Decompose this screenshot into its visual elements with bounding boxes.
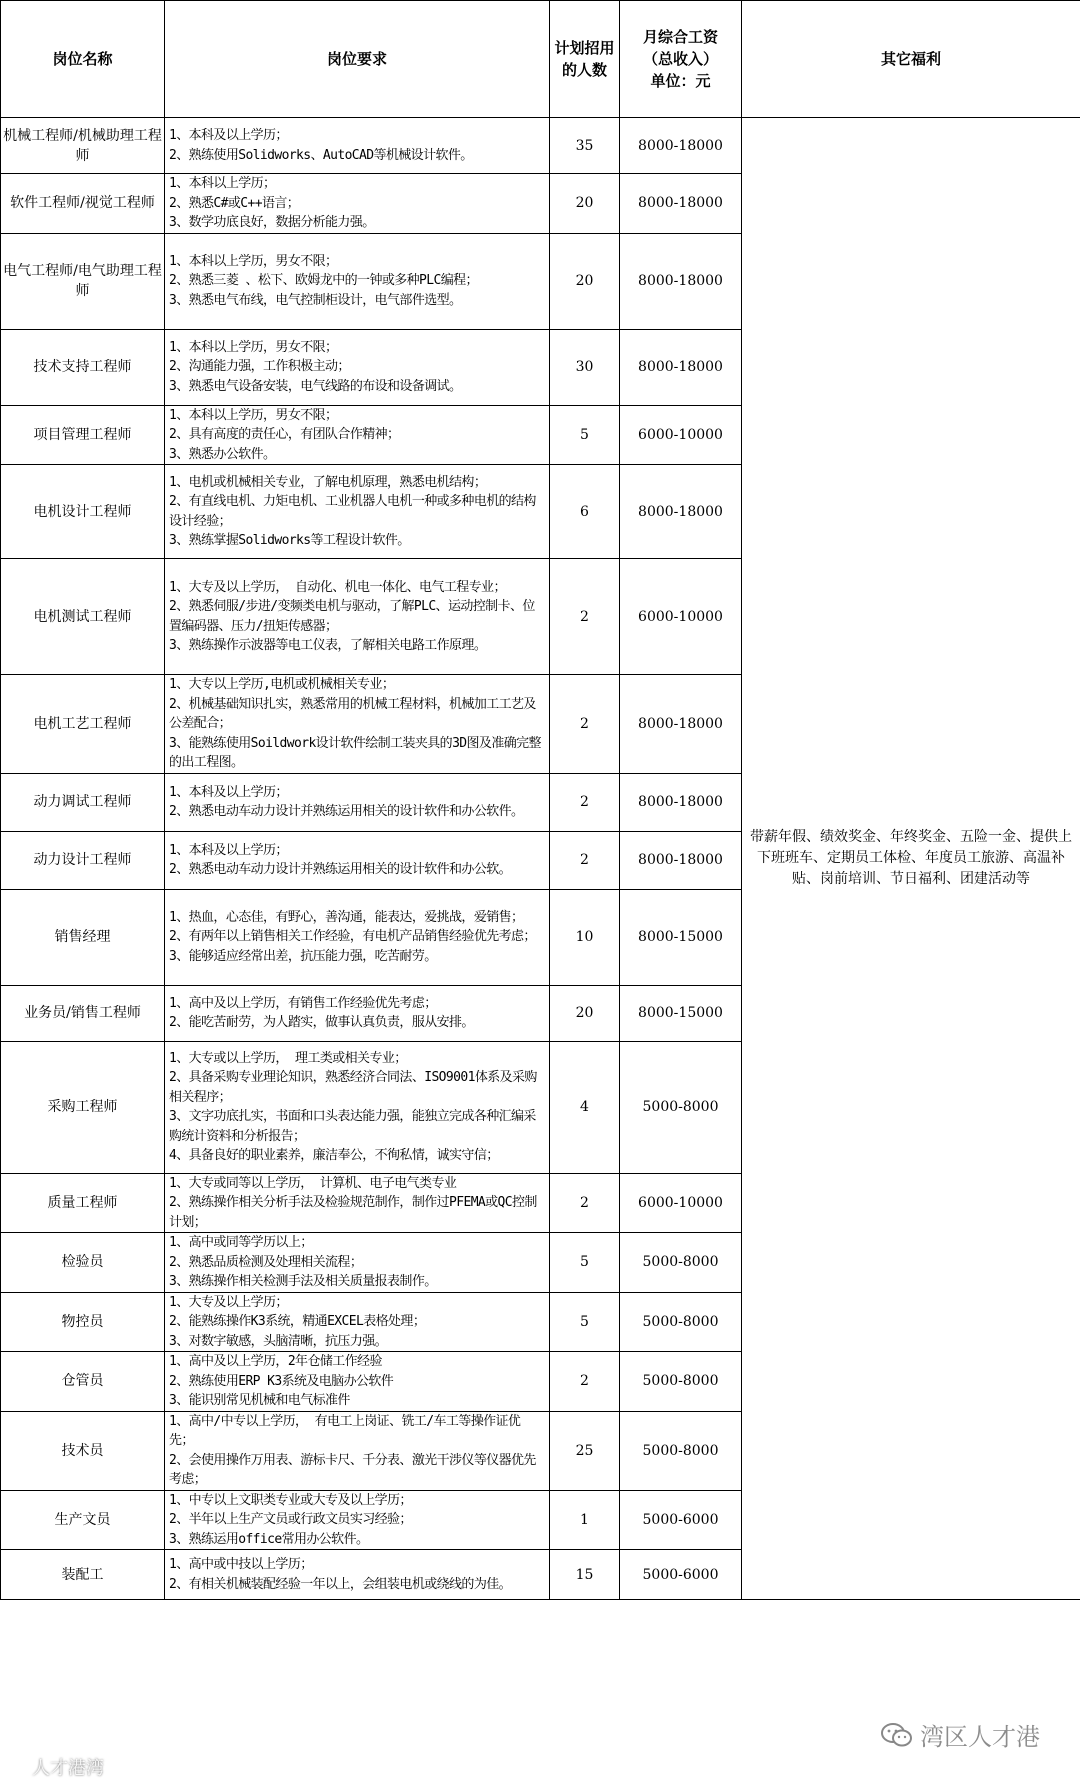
- salary-cell: 8000-18000: [620, 118, 742, 174]
- header-count: 计划招用的人数: [550, 1, 620, 118]
- salary-cell: 8000-15000: [620, 985, 742, 1041]
- requirements-cell: 1、高中及以上学历，2年仓储工作经验 2、熟练使用ERP K3系统及电脑办公软件 3、能识别常见机械和电气标准件: [165, 1352, 550, 1412]
- requirements-cell: 1、大专以上学历,电机或机械相关专业； 2、机械基础知识扎实，熟悉常用的机械工程材料，机械加工工艺及公差配合； 3、能熟练使用Soildwork设计软件绘制工装夹具的3D图及准确完整的出工程图。: [165, 675, 550, 774]
- table-body: [1, 118, 1080, 1600]
- count-cell: 5: [550, 405, 620, 465]
- count-cell: 25: [550, 1411, 620, 1490]
- requirements-cell: 1、大专及以上学历； 2、能熟练操作K3系统，精通EXCEL表格处理； 3、对数字敏感，头脑清晰，抗压力强。: [165, 1292, 550, 1352]
- salary-cell: 5000-8000: [620, 1233, 742, 1293]
- count-cell: 2: [550, 675, 620, 774]
- count-cell: 6: [550, 465, 620, 559]
- requirements-cell: 1、本科及以上学历； 2、熟悉电动车动力设计并熟练运用相关的设计软件和办公软。: [165, 831, 550, 889]
- count-cell: 2: [550, 1352, 620, 1412]
- requirements-cell: 1、本科以上学历，男女不限； 2、具有高度的责任心，有团队合作精神； 3、熟悉办公软件。: [165, 405, 550, 465]
- count-cell: 5: [550, 1292, 620, 1352]
- salary-cell: 6000-10000: [620, 559, 742, 675]
- requirements-cell: 1、大专或同等以上学历， 计算机、电子电气类专业 2、熟练操作相关分析手法及检验规范制作，制作过PFEMA或QC控制计划；: [165, 1173, 550, 1233]
- header-salary-line3: 单位：元: [650, 72, 711, 90]
- salary-cell: 8000-18000: [620, 174, 742, 234]
- requirements-cell: 1、大专或以上学历， 理工类或相关专业； 2、具备采购专业理论知识，熟悉经济合同法、ISO9001体系及采购相关程序； 3、文字功底扎实，书面和口头表达能力强，能独立完成各种汇编采购统计资料和分析报告； 4、具备良好的职业素养，廉洁奉公，不徇私情，诚实守信；: [165, 1041, 550, 1173]
- header-requirements: 岗位要求: [165, 1, 550, 118]
- salary-cell: 5000-8000: [620, 1411, 742, 1490]
- count-cell: 20: [550, 985, 620, 1041]
- position-cell: 软件工程师/视觉工程师: [1, 174, 165, 234]
- requirements-cell: 1、高中/中专以上学历， 有电工上岗证、铣工/车工等操作证优先； 2、会使用操作万用表、游标卡尺、千分表、激光干涉仪等仪器优先考虑；: [165, 1411, 550, 1490]
- header-position: 岗位名称: [1, 1, 165, 118]
- count-cell: 4: [550, 1041, 620, 1173]
- requirements-cell: 1、本科以上学历，男女不限； 2、熟悉三菱 、松下、欧姆龙中的一钟或多种PLC编程； 3、熟悉电气布线，电气控制柜设计，电气部件选型。: [165, 233, 550, 329]
- salary-cell: 6000-10000: [620, 1173, 742, 1233]
- position-cell: 电机设计工程师: [1, 465, 165, 559]
- position-cell: 技术支持工程师: [1, 329, 165, 405]
- header-salary-line1: 月综合工资: [642, 28, 718, 46]
- watermark-left-text: 人才港湾: [32, 1758, 104, 1779]
- count-cell: 2: [550, 831, 620, 889]
- salary-cell: 8000-18000: [620, 329, 742, 405]
- requirements-cell: 1、本科以上学历，男女不限； 2、沟通能力强，工作积极主动； 3、熟悉电气设备安装，电气线路的布设和设备调试。: [165, 329, 550, 405]
- position-cell: 仓管员: [1, 1352, 165, 1412]
- header-benefits: 其它福利: [742, 1, 1080, 118]
- position-cell: 质量工程师: [1, 1173, 165, 1233]
- requirements-cell: 1、中专以上文职类专业或大专及以上学历； 2、半年以上生产文员或行政文员实习经验； 3、熟练运用office常用办公软件。: [165, 1490, 550, 1550]
- watermark-right-text: 湾区人才港: [920, 1723, 1040, 1751]
- count-cell: 20: [550, 174, 620, 234]
- salary-cell: 5000-6000: [620, 1550, 742, 1600]
- wechat-icon: [880, 1721, 914, 1749]
- requirements-cell: 1、本科及以上学历； 2、熟练使用Solidworks、AutoCAD等机械设计软件。: [165, 118, 550, 174]
- requirements-cell: 1、本科以上学历； 2、熟悉C#或C++语言； 3、数学功底良好，数据分析能力强。: [165, 174, 550, 234]
- requirements-cell: 1、高中或同等学历以上； 2、熟悉品质检测及处理相关流程； 3、熟练操作相关检测手法及相关质量报表制作。: [165, 1233, 550, 1293]
- logo-icon: [6, 1757, 26, 1777]
- watermark-left: [6, 1754, 104, 1780]
- count-cell: 2: [550, 559, 620, 675]
- position-cell: 动力调试工程师: [1, 773, 165, 831]
- benefits-cell: 带薪年假、绩效奖金、年终奖金、五险一金、提供上下班班车、定期员工体检、年度员工旅游、高温补贴、岗前培训、节日福利、团建活动等: [742, 118, 1080, 1600]
- count-cell: 10: [550, 889, 620, 985]
- salary-cell: 5000-8000: [620, 1041, 742, 1173]
- watermark-right: [880, 1717, 1040, 1752]
- position-cell: 业务员/销售工程师: [1, 985, 165, 1041]
- position-cell: 技术员: [1, 1411, 165, 1490]
- position-cell: 物控员: [1, 1292, 165, 1352]
- requirements-cell: 1、本科及以上学历； 2、熟悉电动车动力设计并熟练运用相关的设计软件和办公软件。: [165, 773, 550, 831]
- count-cell: 5: [550, 1233, 620, 1293]
- salary-cell: 8000-18000: [620, 233, 742, 329]
- salary-cell: 8000-18000: [620, 465, 742, 559]
- count-cell: 30: [550, 329, 620, 405]
- salary-cell: 8000-15000: [620, 889, 742, 985]
- count-cell: 20: [550, 233, 620, 329]
- header-salary: [620, 1, 742, 118]
- count-cell: 1: [550, 1490, 620, 1550]
- requirements-cell: 1、热血，心态佳，有野心，善沟通，能表达，爱挑战，爱销售； 2、有两年以上销售相关工作经验，有电机产品销售经验优先考虑； 3、能够适应经常出差，抗压能力强，吃苦耐劳。: [165, 889, 550, 985]
- requirements-cell: 1、高中及以上学历，有销售工作经验优先考虑； 2、能吃苦耐劳，为人踏实，做事认真负责，服从安排。: [165, 985, 550, 1041]
- count-cell: 2: [550, 773, 620, 831]
- position-cell: 采购工程师: [1, 1041, 165, 1173]
- salary-cell: 6000-10000: [620, 405, 742, 465]
- position-cell: 动力设计工程师: [1, 831, 165, 889]
- salary-cell: 8000-18000: [620, 831, 742, 889]
- position-cell: 机械工程师/机械助理工程师: [1, 118, 165, 174]
- position-cell: 装配工: [1, 1550, 165, 1600]
- table-row: [1, 118, 1080, 174]
- salary-cell: 5000-6000: [620, 1490, 742, 1550]
- salary-cell: 8000-18000: [620, 773, 742, 831]
- requirements-cell: 1、大专及以上学历， 自动化、机电一体化、电气工程专业； 2、熟悉伺服/步进/变频类电机与驱动，了解PLC、运动控制卡、位置编码器、压力/扭矩传感器； 3、熟练操作示波器等电工仪表，了解相关电路工作原理。: [165, 559, 550, 675]
- position-cell: 电机工艺工程师: [1, 675, 165, 774]
- salary-cell: 8000-18000: [620, 675, 742, 774]
- salary-cell: 5000-8000: [620, 1352, 742, 1412]
- position-cell: 电气工程师/电气助理工程师: [1, 233, 165, 329]
- count-cell: 2: [550, 1173, 620, 1233]
- position-cell: 项目管理工程师: [1, 405, 165, 465]
- header-salary-line2: （总收入）: [642, 50, 718, 68]
- position-cell: 电机测试工程师: [1, 559, 165, 675]
- position-cell: 检验员: [1, 1233, 165, 1293]
- count-cell: 35: [550, 118, 620, 174]
- requirements-cell: 1、电机或机械相关专业，了解电机原理，熟悉电机结构； 2、有直线电机、力矩电机、工业机器人电机一种或多种电机的结构设计经验； 3、熟练掌握Solidworks等工程设计软件。: [165, 465, 550, 559]
- count-cell: 15: [550, 1550, 620, 1600]
- position-cell: 销售经理: [1, 889, 165, 985]
- header-row: [1, 1, 1080, 118]
- salary-cell: 5000-8000: [620, 1292, 742, 1352]
- requirements-cell: 1、高中或中技以上学历； 2、有相关机械装配经验一年以上，会组装电机或绕线的为佳。: [165, 1550, 550, 1600]
- position-cell: 生产文员: [1, 1490, 165, 1550]
